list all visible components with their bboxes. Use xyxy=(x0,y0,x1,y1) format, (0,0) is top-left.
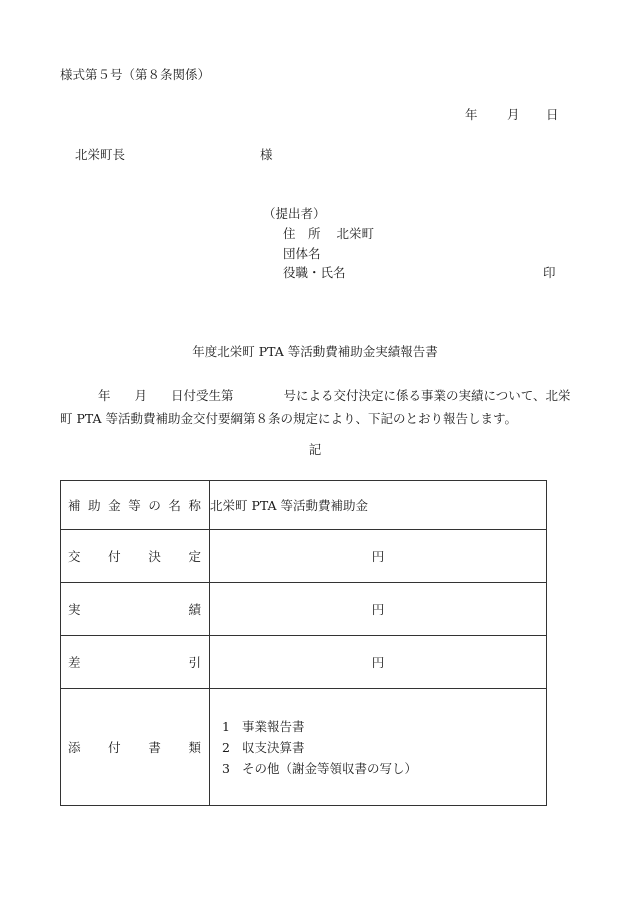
label-char: 付 xyxy=(108,740,121,755)
address-value: 北栄町 xyxy=(336,226,375,241)
item-text: その他（謝金等領収書の写し） xyxy=(242,760,418,776)
label-char: 称 xyxy=(188,498,201,513)
attachments-cell xyxy=(210,689,547,806)
grant-decision-amount: 円 xyxy=(210,530,547,583)
ki-heading: 記 xyxy=(308,442,322,457)
submitter-heading: （提出者） xyxy=(263,206,326,221)
label-char: の xyxy=(148,498,161,513)
body-text-rest: 号による交付決定に係る事業の実績について、北栄町 PTA 等活動費補助金交付要綱第８条の規定により、下記のとおり報告します。 xyxy=(60,388,571,426)
row-label xyxy=(61,530,210,583)
row-label xyxy=(61,583,210,636)
label-char: 引 xyxy=(188,655,201,670)
label-char: 定 xyxy=(188,549,201,564)
table-row xyxy=(61,636,547,689)
date-year-label: 年 xyxy=(465,107,478,122)
body-month: 月 xyxy=(134,388,148,403)
label-char: 交 xyxy=(68,549,81,564)
label-char: 書 xyxy=(148,740,161,755)
row-label xyxy=(61,636,210,689)
attachments-list xyxy=(210,716,546,779)
body-year: 年 xyxy=(98,388,111,403)
subsidy-name-value: 北栄町 PTA 等活動費補助金 xyxy=(210,481,547,530)
label-char: 補 xyxy=(68,498,81,513)
addressee-honorific: 様 xyxy=(260,147,273,162)
label-char: 績 xyxy=(188,602,201,617)
label-char: 実 xyxy=(68,602,81,617)
table-row xyxy=(61,583,547,636)
table-row xyxy=(61,481,547,530)
item-number: 3 xyxy=(222,760,230,776)
label-char: 類 xyxy=(188,740,201,755)
body-date-suffix: 日付受生第 xyxy=(171,388,234,403)
label-char: 名 xyxy=(168,498,181,513)
body-paragraph xyxy=(60,384,580,430)
actual-amount: 円 xyxy=(210,583,547,636)
item-number: 1 xyxy=(222,718,230,734)
role-name-label: 役職・氏名 xyxy=(283,265,346,280)
seal-mark: 印 xyxy=(543,265,556,280)
list-item xyxy=(222,737,546,758)
label-char: 差 xyxy=(68,655,81,670)
document-title: 年度北栄町 PTA 等活動費補助金実績報告書 xyxy=(192,344,438,359)
table-row xyxy=(61,689,547,806)
row-label xyxy=(61,481,210,530)
label-char: 付 xyxy=(108,549,121,564)
submitter-address-row xyxy=(283,228,374,241)
label-char: 等 xyxy=(128,498,141,513)
date-day-label: 日 xyxy=(546,107,559,122)
item-text: 収支決算書 xyxy=(242,739,305,755)
label-char: 金 xyxy=(108,498,121,513)
item-text: 事業報告書 xyxy=(242,718,305,734)
list-item xyxy=(222,758,546,779)
date-month-label: 月 xyxy=(507,107,520,122)
group-name-label: 団体名 xyxy=(283,246,321,261)
report-table xyxy=(60,480,547,806)
list-item xyxy=(222,716,546,737)
label-char: 決 xyxy=(148,549,161,564)
item-number: 2 xyxy=(222,739,230,755)
difference-amount: 円 xyxy=(210,636,547,689)
addressee-name: 北栄町長 xyxy=(75,147,126,162)
table-row xyxy=(61,530,547,583)
row-label xyxy=(61,689,210,806)
form-number: 様式第５号（第８条関係） xyxy=(60,67,211,82)
label-char: 助 xyxy=(88,498,101,513)
label-char: 添 xyxy=(68,740,81,755)
address-label: 住 所 xyxy=(283,226,321,241)
